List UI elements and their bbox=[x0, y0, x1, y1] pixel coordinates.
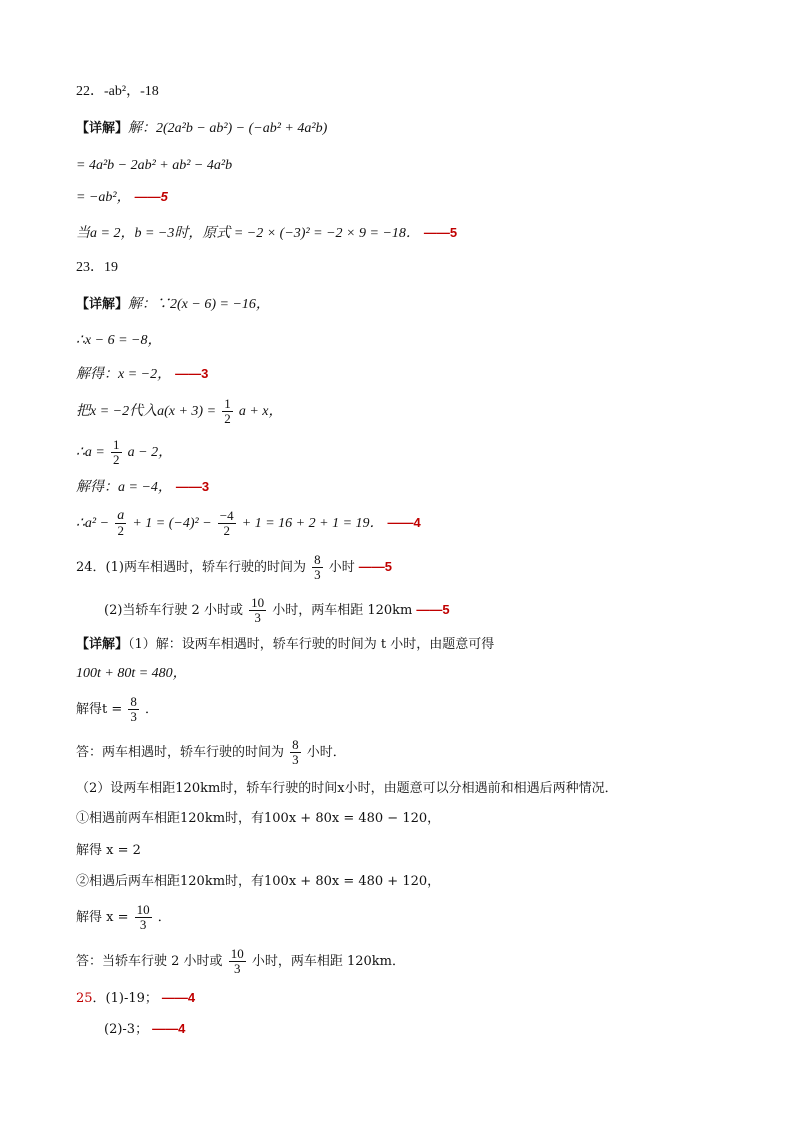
q24-eq1: 100t + 80t = 480， bbox=[76, 666, 187, 681]
q23-answer: 23．19 bbox=[76, 260, 118, 275]
fraction: $\frac{a}{2}$ bbox=[117, 508, 125, 538]
q25-answer1: 25．(1)-19； ——4 bbox=[76, 990, 196, 1006]
fraction: $\frac{10}{3}$ bbox=[251, 595, 265, 625]
fraction: $\frac{-4}{2}$ bbox=[219, 508, 234, 538]
score-mark: ——5 bbox=[358, 559, 392, 574]
fraction: $\frac{1}{2}$ bbox=[224, 396, 231, 426]
q24-part2-intro: （2）设两车相距120km时，轿车行驶的时间x小时，由题意可以分相遇前和相遇后两种情况． bbox=[76, 781, 618, 796]
q24-answer2: (2)当轿车行驶 2 小时或 $\frac{10}{3}$ 小时，两车相距 120km ——5 bbox=[104, 595, 450, 625]
q23-step4: ∴a = $\frac{1}{2}$ a − 2， bbox=[76, 437, 173, 467]
q24-case2: ②相遇后两车相距120km时，有100x + 80x = 480 + 120， bbox=[76, 874, 441, 889]
q22-detail: 【详解】解：2(2a²b − ab²) − (−ab² + 4a²b) bbox=[76, 121, 328, 136]
fraction: $\frac{8}{3}$ bbox=[130, 694, 137, 724]
fraction: $\frac{1}{2}$ bbox=[113, 437, 120, 467]
q22-step1: = 4a²b − 2ab² + ab² − 4a²b bbox=[76, 158, 233, 173]
score-mark: ——4 bbox=[387, 515, 421, 530]
fraction: $\frac{10}{3}$ bbox=[136, 902, 150, 932]
q24-detail: 【详解】（1）解：设两车相遇时，轿车行驶的时间为 t 小时，由题意可得 bbox=[76, 637, 495, 652]
score-mark: ——5 bbox=[134, 189, 168, 204]
fraction: $\frac{8}{3}$ bbox=[314, 552, 321, 582]
q23-step6: ∴a² − $\frac{a}{2}$ + 1 = (−4)² − $\frac{-4}{2}$ + 1 = 16 + 2 + 1 = 19． ——4 bbox=[76, 508, 421, 538]
fraction: $\frac{10}{3}$ bbox=[230, 946, 244, 976]
q23-detail: 【详解】解：∵2(x − 6) = −16， bbox=[76, 297, 270, 312]
score-mark: ——5 bbox=[423, 225, 458, 240]
score-mark: ——3 bbox=[175, 366, 209, 381]
q22-answer: 22．-ab²，-18 bbox=[76, 84, 159, 99]
q24-answer1: 24．(1)两车相遇时，轿车行驶的时间为 $\frac{8}{3}$ 小时 ——5 bbox=[76, 552, 392, 582]
q24-ans1: 答：两车相遇时，轿车行驶的时间为 $\frac{8}{3}$ 小时． bbox=[76, 737, 346, 767]
fraction: $\frac{8}{3}$ bbox=[292, 737, 299, 767]
q24-sol1: 解得t = $\frac{8}{3}$ ． bbox=[76, 694, 159, 724]
q25-answer2: (2)-3； ——4 bbox=[104, 1021, 186, 1037]
q22-step2: = −ab²， ——5 bbox=[76, 189, 168, 205]
score-mark: ——3 bbox=[175, 479, 210, 494]
q23-step3: 把x = −2代入a(x + 3) = $\frac{1}{2}$ a + x， bbox=[76, 396, 283, 426]
q23-step5: 解得：a = −4， ——3 bbox=[76, 479, 210, 495]
q22-step3: 当a = 2，b = −3时，原式 = −2 × (−3)² = −2 × 9 = −18． ——5 bbox=[76, 225, 458, 241]
q24-case1-sol: 解得 x = 2 bbox=[76, 843, 141, 858]
q24-case1: ①相遇前两车相距120km时，有100x + 80x = 480 − 120， bbox=[76, 811, 441, 826]
q23-step2: 解得：x = −2， ——3 bbox=[76, 366, 209, 382]
q23-step1: ∴x − 6 = −8， bbox=[76, 333, 162, 348]
q24-case2-sol: 解得 x = $\frac{10}{3}$ ． bbox=[76, 902, 171, 932]
score-mark: ——5 bbox=[416, 602, 450, 617]
score-mark: ——4 bbox=[152, 1021, 186, 1036]
q24-ans2: 答：当轿车行驶 2 小时或 $\frac{10}{3}$ 小时，两车相距 120km． bbox=[76, 946, 405, 976]
score-mark: ——4 bbox=[161, 990, 196, 1005]
